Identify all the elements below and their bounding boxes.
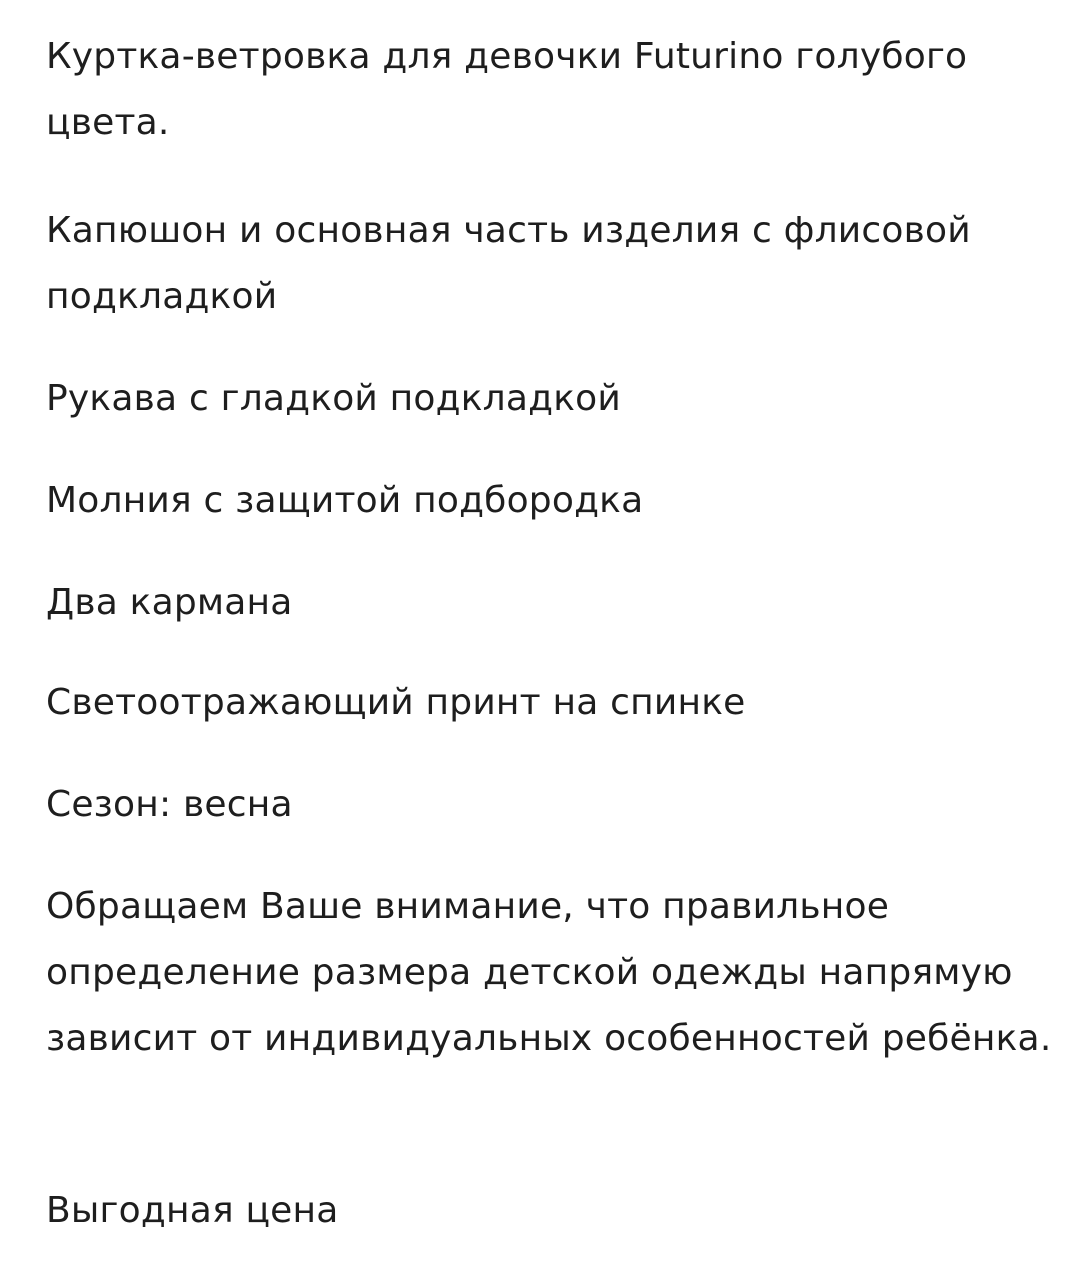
description-paragraph-zipper: Молния с защитой подбородка: [46, 480, 644, 521]
description-paragraph-season: Сезон: весна: [46, 784, 293, 825]
description-paragraph-pockets: Два кармана: [46, 582, 293, 623]
description-paragraph-size-note: Обращаем Ваше внимание, что правильное определение размера детской одежды напрямую зависит от индивидуальных особенностей ребёнка.: [46, 886, 1052, 1059]
description-paragraph-sleeves: Рукава с гладкой подкладкой: [46, 378, 621, 419]
description-paragraph-price: Выгодная цена: [46, 1190, 339, 1231]
description-paragraph-reflective-print: Светоотражающий принт на спинке: [46, 682, 746, 723]
description-paragraph-title: Куртка-ветровка для девочки Futurino голубого цвета.: [46, 36, 968, 143]
description-paragraph-hood-lining: Капюшон и основная часть изделия с флисовой подкладкой: [46, 210, 971, 317]
